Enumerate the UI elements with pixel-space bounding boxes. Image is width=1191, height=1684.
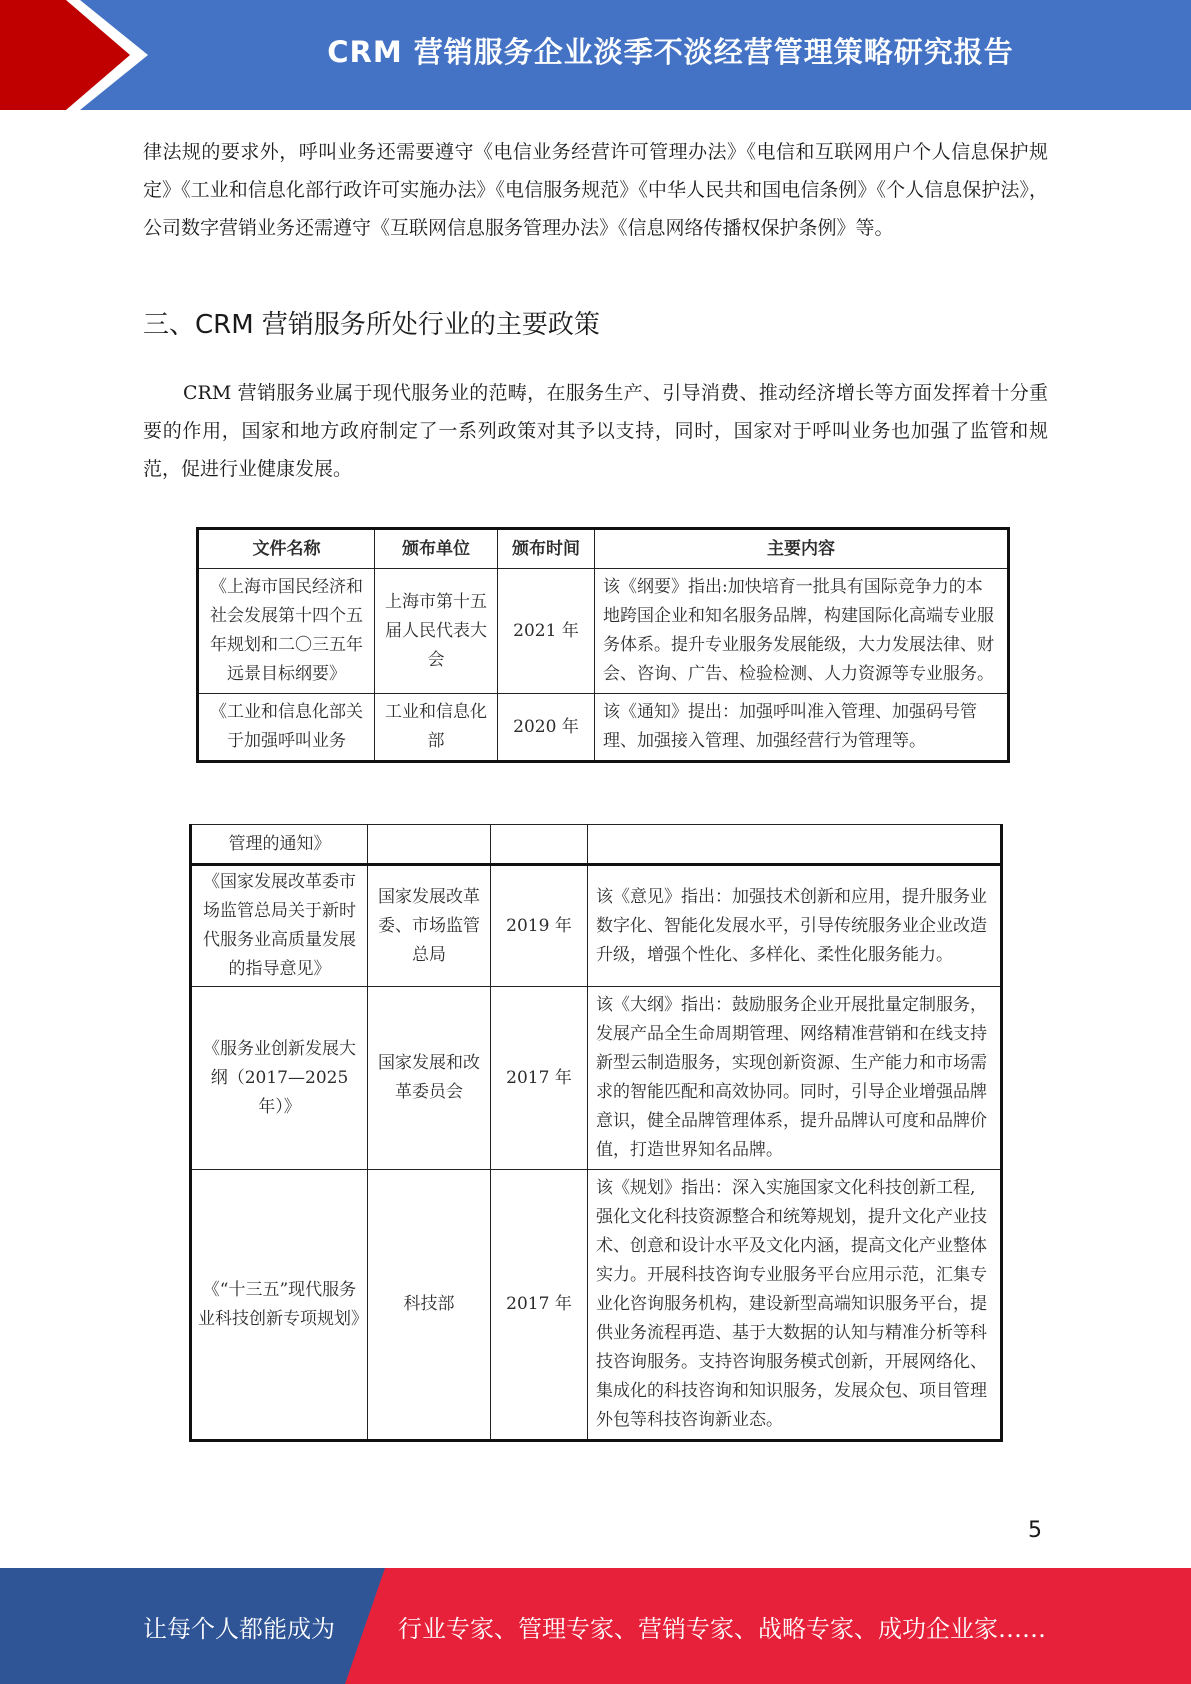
col-header-unit: 颁布单位	[375, 529, 498, 569]
cell-name: 《“十三五”现代服务业科技创新专项规划》	[191, 1170, 368, 1441]
cell-unit	[368, 825, 491, 865]
cell-year: 2017 年	[491, 1170, 588, 1441]
cell-content: 该《通知》提出：加强呼叫准入管理、加强码号管理、加强接入管理、加强经营行为管理等。	[595, 694, 1009, 762]
col-header-name: 文件名称	[198, 529, 375, 569]
col-header-content: 主要内容	[595, 529, 1009, 569]
policy-table-part-1	[196, 527, 1010, 763]
cell-name: 《工业和信息化部关于加强呼叫业务	[198, 694, 375, 762]
cell-unit: 国家发展和改革委员会	[368, 987, 491, 1170]
cell-year: 2019 年	[491, 865, 588, 987]
page-footer	[0, 1568, 1191, 1684]
cell-unit: 工业和信息化部	[375, 694, 498, 762]
footer-slogan-left: 让每个人都能成为	[143, 1614, 335, 1643]
cell-content: 该《大纲》指出：鼓励服务企业开展批量定制服务，发展产品全生命周期管理、网络精准营销和在线支持新型云制造服务，实现创新资源、生产能力和市场需求的智能匹配和高效协同。同时，引导企业增强品牌意识，健全品牌管理体系，提升品牌认可度和品牌价值，打造世界知名品牌。	[588, 987, 1002, 1170]
table-row	[198, 694, 1009, 762]
col-header-year: 颁布时间	[498, 529, 595, 569]
header-red-chevron	[0, 0, 150, 110]
cell-unit: 上海市第十五届人民代表大会	[375, 569, 498, 694]
cell-name: 管理的通知》	[191, 825, 368, 865]
cell-year	[491, 825, 588, 865]
body-paragraph-1: 律法规的要求外，呼叫业务还需要遵守《电信业务经营许可管理办法》《电信和互联网用户个人信息保护规定》《工业和信息化部行政许可实施办法》《电信服务规范》《中华人民共和国电信条例》《个人信息保护法》，公司数字营销业务还需遵守《互联网信息服务管理办法》《信息网络传播权保护条例》等。	[143, 141, 1048, 239]
footer-slogan-right: 行业专家、管理专家、营销专家、战略专家、成功企业家……	[398, 1614, 1046, 1643]
cell-name: 《服务业创新发展大纲（2017—2025年）》	[191, 987, 368, 1170]
table-row	[191, 865, 1002, 987]
cell-unit: 科技部	[368, 1170, 491, 1441]
table-header-row	[198, 529, 1009, 569]
policy-table-part-2	[189, 824, 1003, 1442]
cell-name: 《国家发展改革委市场监管总局关于新时代服务业高质量发展的指导意见》	[191, 865, 368, 987]
header-title: CRM 营销服务企业淡季不淡经营管理策略研究报告	[327, 34, 1014, 69]
page-header	[0, 0, 1191, 110]
cell-content	[588, 825, 1002, 865]
table-row	[198, 569, 1009, 694]
cell-content: 该《纲要》指出:加快培育一批具有国际竞争力的本地跨国企业和知名服务品牌，构建国际化高端专业服务体系。提升专业服务发展能级，大力发展法律、财会、咨询、广告、检验检测、人力资源等专业服务。	[595, 569, 1009, 694]
table-row	[191, 987, 1002, 1170]
cell-year: 2021 年	[498, 569, 595, 694]
section-title: 三、CRM 营销服务所处行业的主要政策	[143, 310, 600, 340]
cell-unit: 国家发展改革委、市场监管总局	[368, 865, 491, 987]
body-paragraph-2: CRM 营销服务业属于现代服务业的范畴，在服务生产、引导消费、推动经济增长等方面发挥着十分重要的作用，国家和地方政府制定了一系列政策对其予以支持，同时，国家对于呼叫业务也加强了监管和规范，促进行业健康发展。	[143, 382, 1048, 480]
cell-content: 该《规划》指出：深入实施国家文化科技创新工程,强化文化科技资源整合和统筹规划，提升文化产业技术、创意和设计水平及文化内涵，提高文化产业整体实力。开展科技咨询专业服务平台应用示范，汇集专业化咨询服务机构，建设新型高端知识服务平台，提供业务流程再造、基于大数据的认知与精准分析等科技咨询服务。支持咨询服务模式创新，开展网络化、集成化的科技咨询和知识服务，发展众包、项目管理外包等科技咨询新业态。	[588, 1170, 1002, 1441]
page-number: 5	[1028, 1518, 1042, 1543]
cell-year: 2017 年	[491, 987, 588, 1170]
cell-content: 该《意见》指出：加强技术创新和应用，提升服务业数字化、智能化发展水平，引导传统服务业企业改造升级，增强个性化、多样化、柔性化服务能力。	[588, 865, 1002, 987]
cell-year: 2020 年	[498, 694, 595, 762]
table-continuation-row	[191, 825, 1002, 865]
cell-name: 《上海市国民经济和社会发展第十四个五年规划和二〇三五年远景目标纲要》	[198, 569, 375, 694]
table-row	[191, 1170, 1002, 1441]
